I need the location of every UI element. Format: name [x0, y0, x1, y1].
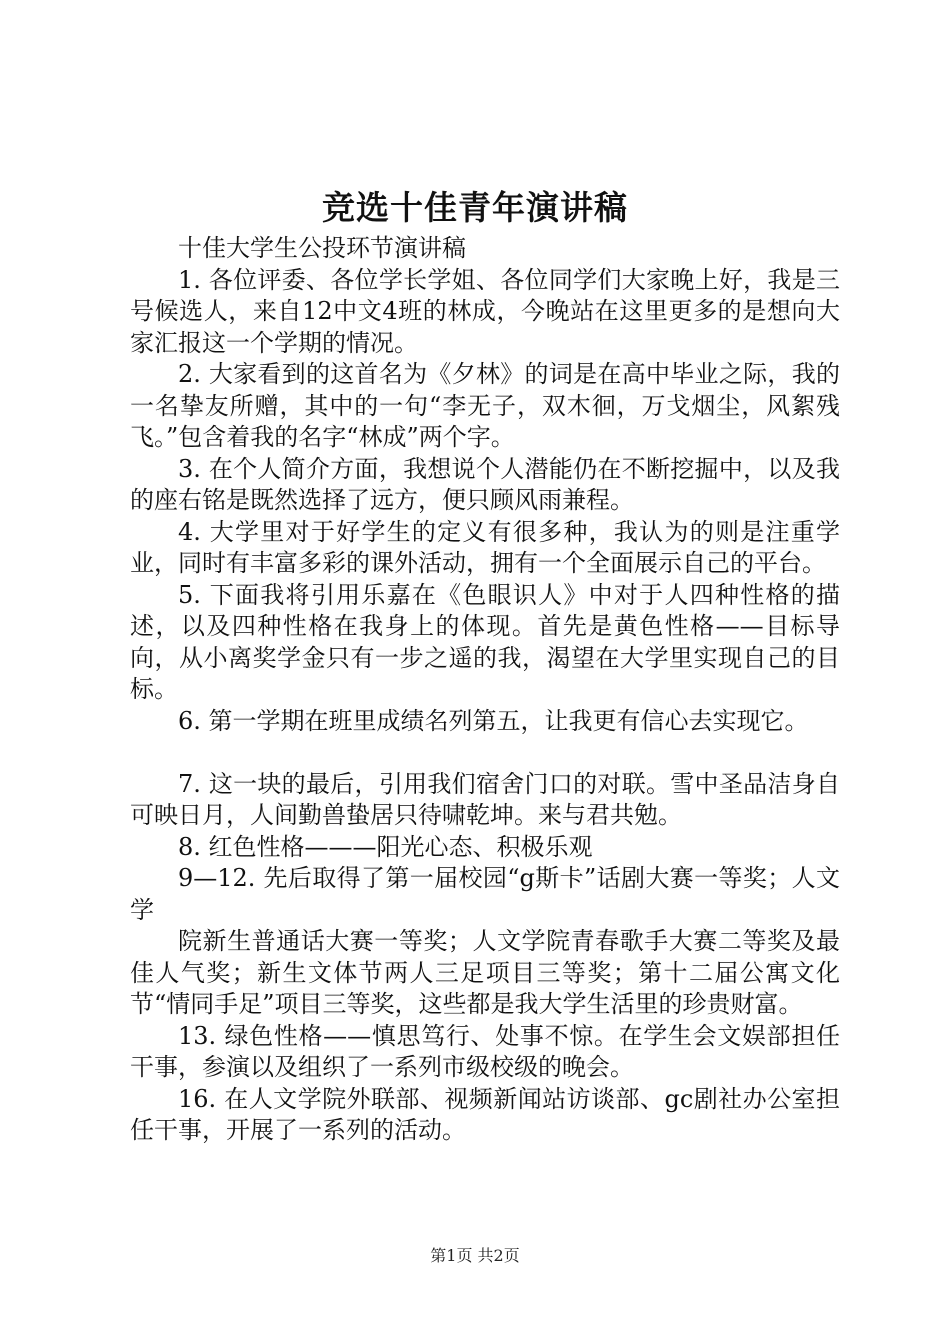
paragraph-6: 6. 第一学期在班里成绩名列第五，让我更有信心去实现它。: [178, 706, 809, 735]
paragraph-3: 3. 在个人简介方面，我想说个人潜能仍在不断挖掘中，以及我的座右铭是既然选择了远方，便只顾风雨兼程。: [130, 454, 840, 514]
paragraph-5: 5. 下面我将引用乐嘉在《色眼识人》中对于人四种性格的描述，以及四种性格在我身上的体现。首先是黄色性格——目标导向，从小离奖学金只有一步之遥的我，渴望在大学里实现自己的目标。: [130, 580, 840, 703]
paragraph-1: 1. 各位评委、各位学长学姐、各位同学们大家晚上好，我是三号候选人，来自12中文4班的林成，今晚站在这里更多的是想向大家汇报这一个学期的情况。: [130, 265, 840, 357]
paragraph-subtitle: 十佳大学生公投环节演讲稿: [178, 234, 466, 262]
paragraph-7: 7. 这一块的最后，引用我们宿舍门口的对联。雪中圣品洁身自可映日月，人间勤兽蛰居只待啸乾坤。来与君共勉。: [130, 769, 840, 829]
paragraph-4: 4. 大学里对于好学生的定义有很多种，我认为的则是注重学业，同时有丰富多彩的课外活动，拥有一个全面展示自己的平台。: [130, 517, 840, 577]
paragraph-9-12: 9—12. 先后取得了第一届校园“g斯卡”话剧大赛一等奖；人文学: [130, 864, 840, 924]
paragraph-16: 16. 在人文学院外联部、视频新闻站访谈部、gc剧社办公室担任干事，开展了一系列的活动。: [130, 1084, 840, 1144]
paragraph-13: 13. 绿色性格——慎思笃行、处事不惊。在学生会文娱部担任干事，参演以及组织了一系列市级校级的晚会。: [130, 1021, 840, 1081]
page-number-footer: 第1页 共2页: [430, 1246, 520, 1265]
paragraph-9-12-continued: 院新生普通话大赛一等奖；人文学院青春歌手大赛二等奖及最佳人气奖；新生文体节两人三足项目三等奖；第十二届公寓文化节“情同手足”项目三等奖，这些都是我大学生活里的珍贵财富。: [130, 927, 840, 1018]
document-body: [130, 233, 840, 1147]
paragraph-8: 8. 红色性格———阳光心态、积极乐观: [178, 832, 593, 861]
document-title: 竞选十佳青年演讲稿: [322, 188, 628, 227]
paragraph-2: 2. 大家看到的这首名为《夕林》的词是在高中毕业之际，我的一名挚友所赠，其中的一句“李无子，双木徊，万戈烟尘，风絮残飞。”包含着我的名字“林成”两个字。: [130, 360, 840, 451]
